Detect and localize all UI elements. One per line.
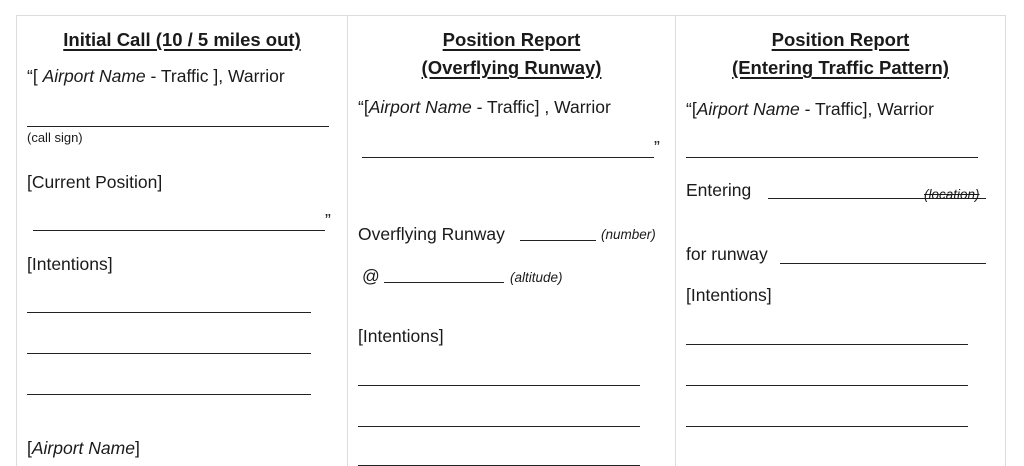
intentions-blank-1[interactable] (686, 344, 968, 345)
airport-name-placeholder: Airport Name (696, 99, 800, 119)
current-position-blank[interactable] (33, 230, 325, 231)
traffic-warrior-text: - Traffic ], Warrior (145, 66, 285, 86)
call-sign-blank[interactable] (686, 157, 978, 158)
entering-pattern-column (676, 16, 1005, 466)
radio-call-worksheet (16, 15, 1006, 466)
runway-blank[interactable] (780, 263, 986, 264)
current-position-label: [Current Position] (27, 172, 163, 192)
overflying-runway-column (348, 16, 675, 466)
overflying-title-line2: (Overflying Runway) (421, 57, 602, 78)
intentions-blank-2[interactable] (686, 385, 968, 386)
close-quote: ” (654, 137, 660, 157)
airport-name-placeholder: Airport Name (42, 66, 146, 86)
airport-name-closing: [Airport Name] (27, 438, 140, 458)
open-quote: “[ (27, 66, 43, 86)
intentions-blank-1[interactable] (27, 312, 311, 313)
initial-call-column (17, 16, 347, 466)
call-sign-label: (call sign) (27, 130, 83, 145)
entering-title-line2: (Entering Traffic Pattern) (732, 57, 949, 78)
at-symbol: @ (362, 266, 380, 286)
intentions-blank-3[interactable] (686, 426, 968, 427)
initial-call-title: Initial Call (10 / 5 miles out) (63, 29, 301, 50)
overflying-title-line1: Position Report (442, 29, 581, 50)
overflying-call-script: “[Airport Name - Traffic] , Warrior (358, 97, 611, 117)
airport-name-placeholder: Airport Name (368, 97, 472, 117)
entering-label: Entering (686, 180, 752, 200)
intentions-label: [Intentions] (358, 326, 444, 346)
altitude-blank[interactable] (384, 282, 504, 283)
entering-title-line1: Position Report (771, 29, 910, 50)
altitude-note: (altitude) (510, 270, 563, 285)
number-note: (number) (601, 227, 656, 242)
runway-number-blank[interactable] (520, 240, 596, 241)
entering-call-script: “[Airport Name - Traffic], Warrior (686, 99, 934, 119)
intentions-blank-3[interactable] (27, 394, 311, 395)
overflying-runway-label: Overflying Runway (358, 224, 505, 244)
intentions-blank-1[interactable] (358, 385, 640, 386)
intentions-blank-2[interactable] (27, 353, 311, 354)
call-sign-blank[interactable] (27, 126, 329, 127)
close-quote: ” (325, 210, 331, 230)
airport-name-placeholder: Airport Name (31, 438, 135, 458)
intentions-label: [Intentions] (27, 254, 113, 274)
intentions-label: [Intentions] (686, 285, 772, 305)
intentions-blank-2[interactable] (358, 426, 640, 427)
location-note: (location) (924, 187, 980, 202)
for-runway-label: for runway (686, 244, 768, 264)
call-sign-blank[interactable] (362, 157, 654, 158)
initial-call-script (27, 66, 285, 87)
